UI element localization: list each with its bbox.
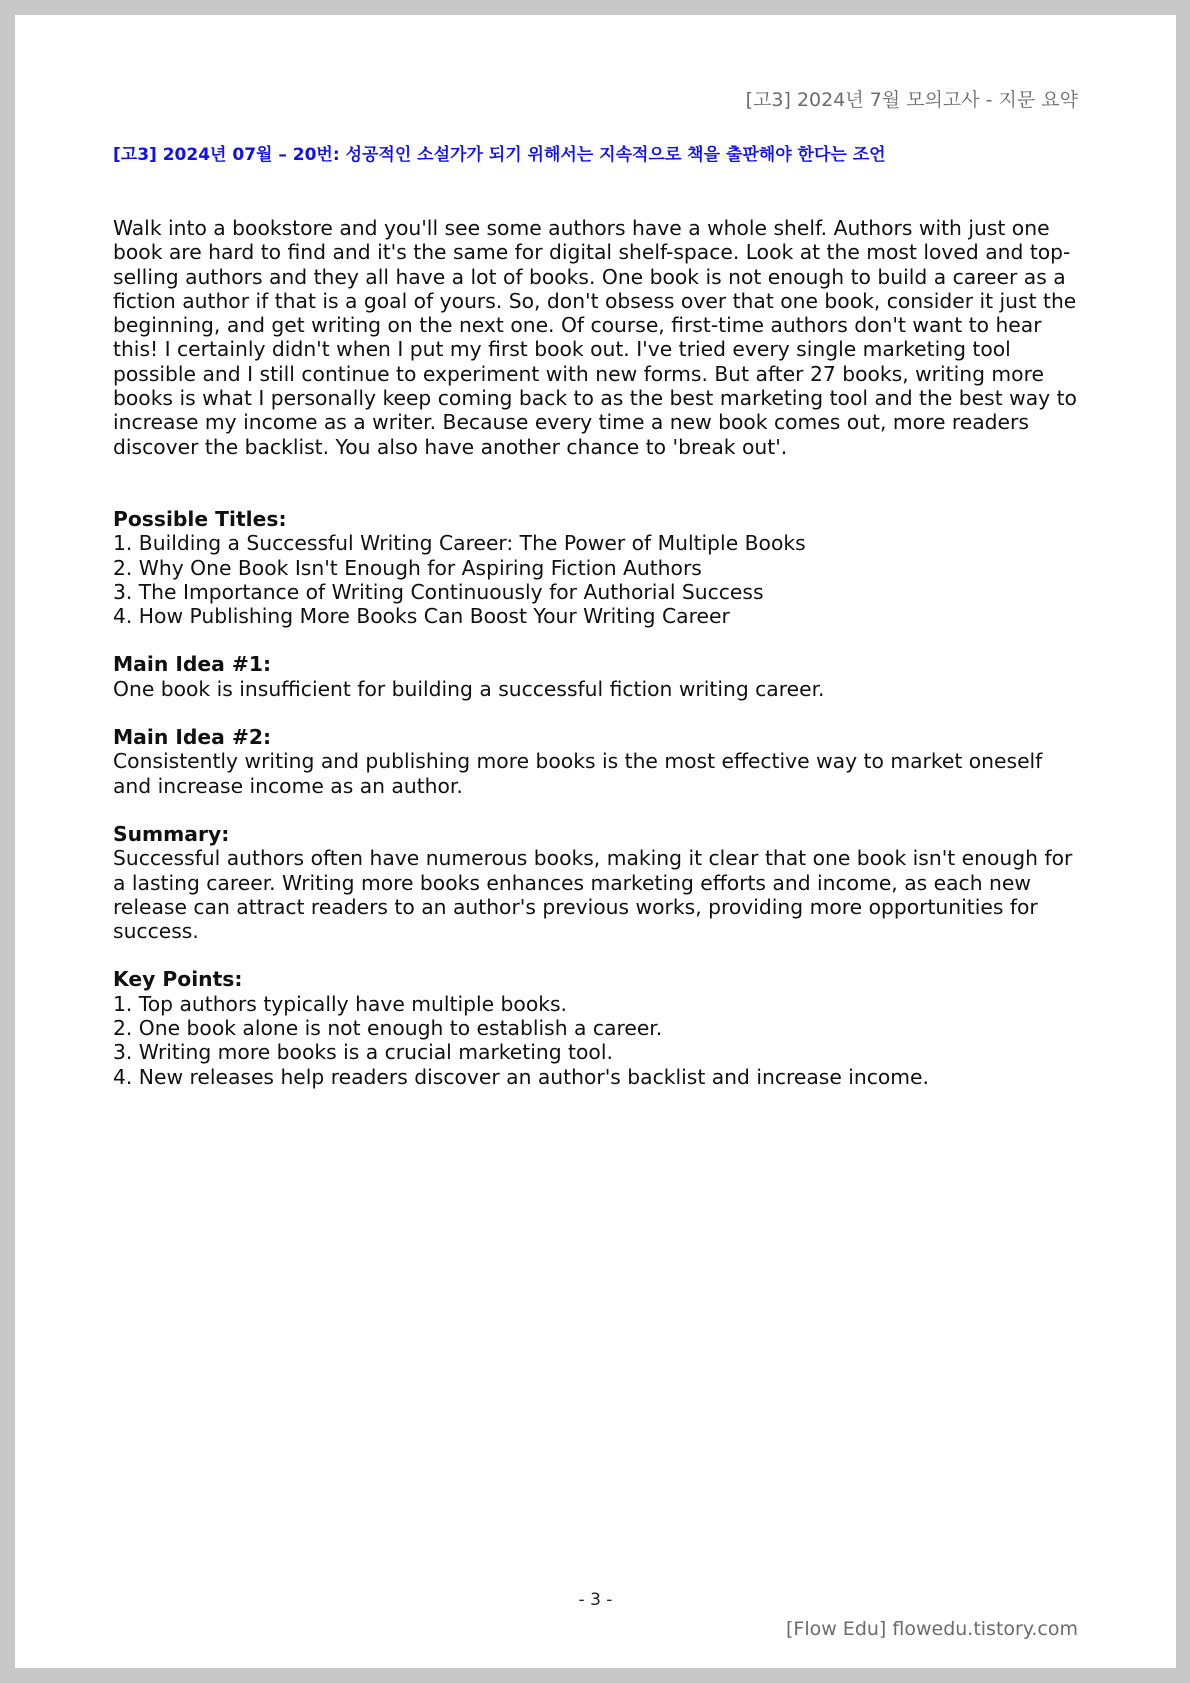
document-page [15, 15, 1176, 1668]
summary-section [113, 822, 1083, 943]
possible-titles-list [113, 531, 1083, 628]
summary-heading: Summary: [113, 821, 230, 846]
list-item: 3. The Importance of Writing Continuously for Authorial Success [113, 579, 764, 604]
running-header: [고3] 2024년 7월 모의고사 - 지문 요약 [745, 89, 1078, 111]
page-number: - 3 - [578, 1590, 613, 1610]
key-points-heading: Key Points: [113, 967, 243, 992]
possible-titles-section [113, 507, 1083, 628]
list-item: 4. New releases help readers discover an author's backlist and increase income. [113, 1064, 929, 1089]
passage-text: Walk into a bookstore and you'll see some authors have a whole shelf. Authors with just one book are hard to find and it's the same for digital shelf-space. Look at the most loved and top-selling authors and they all have a lot of books. One book is not enough to build a career as a fiction author if that is a goal of yours. So, don't obsess over that one book, consider it just the beginning, and get writing on the next one. Of course, first-time authors don't want to hear this! I certainly didn't when I put my first book out. I've tried every single marketing tool possible and I still continue to experiment with new forms. But after 27 books, writing more books is what I personally keep coming back to as the best marketing tool and the best way to increase my income as a writer. Because every time a new book comes out, more readers discover the backlist. You also have another chance to 'break out'. [113, 216, 1077, 459]
list-item: 4. How Publishing More Books Can Boost Your Writing Career [113, 604, 730, 629]
main-idea-1-text: One book is insufficient for building a successful fiction writing career. [113, 676, 825, 701]
main-idea-1-section [113, 652, 1083, 701]
main-idea-2-text: Consistently writing and publishing more books is the most effective way to market oneself and increase income as an author. [113, 749, 1043, 798]
list-item: 3. Writing more books is a crucial marketing tool. [113, 1040, 613, 1065]
possible-titles-heading: Possible Titles: [113, 506, 287, 531]
main-idea-2-heading: Main Idea #2: [113, 725, 272, 750]
document-body [113, 216, 1083, 1113]
list-item: 1. Building a Successful Writing Career: The Power of Multiple Books [113, 531, 806, 556]
footer-credit: [Flow Edu] flowedu.tistory.com [785, 1618, 1078, 1640]
summary-text: Successful authors often have numerous books, making it clear that one book isn't enough for a lasting career. Writing more books enhances marketing efforts and income, as each new release can attract readers to an author's previous works, providing more opportunities for success. [113, 846, 1073, 944]
main-idea-1-heading: Main Idea #1: [113, 652, 272, 677]
list-item: 1. Top authors typically have multiple books. [113, 991, 567, 1016]
list-item: 2. One book alone is not enough to establish a career. [113, 1016, 663, 1041]
main-idea-2-section [113, 725, 1083, 798]
key-points-list [113, 992, 1083, 1089]
key-points-section [113, 967, 1083, 1088]
list-item: 2. Why One Book Isn't Enough for Aspiring Fiction Authors [113, 555, 702, 580]
document-title: [고3] 2024년 07월 – 20번: 성공적인 소설가가 되기 위해서는 지속적으로 책을 출판해야 한다는 조언 [113, 145, 886, 165]
